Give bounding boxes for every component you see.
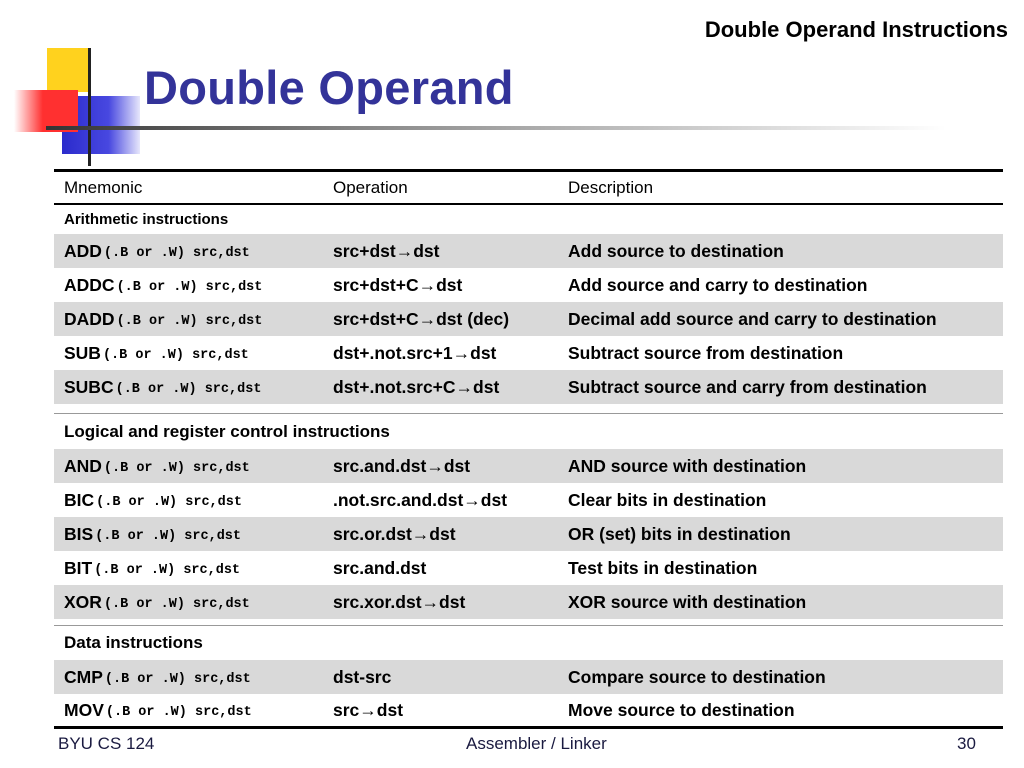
- section-label: Logical and register control instructions: [64, 422, 390, 441]
- table-row: [54, 268, 1003, 302]
- page-number: 30: [957, 734, 976, 753]
- mnemonic-cell: [64, 268, 262, 302]
- mnemonic-cell: [64, 302, 262, 336]
- table-header-row: [54, 173, 1003, 203]
- mnemonic: ADDC: [64, 274, 115, 295]
- description-cell: Move source to destination: [568, 699, 795, 720]
- mnemonic: BIC: [64, 489, 95, 510]
- decor-horizontal-line: [46, 126, 946, 130]
- mnemonic-cell: [64, 483, 242, 517]
- operation-cell: .not.src.and.dst→dst: [333, 489, 508, 510]
- mnemonic: MOV: [64, 699, 104, 720]
- operation-cell: src+dst→dst: [333, 240, 440, 261]
- operand-args: (.B or .W) src,dst: [103, 245, 250, 261]
- mnemonic: BIS: [64, 523, 94, 544]
- mnemonic-cell: [64, 517, 241, 551]
- table-top-rule: [54, 169, 1003, 172]
- description-cell: XOR source with destination: [568, 591, 807, 612]
- operand-args: (.B or .W) src,dst: [103, 596, 250, 612]
- operation-cell: src.and.dst→dst: [333, 455, 471, 476]
- section-row-data: [54, 626, 1003, 660]
- table-row: [54, 234, 1003, 268]
- table-row: [54, 302, 1003, 336]
- description-cell: Clear bits in destination: [568, 489, 767, 510]
- operation-cell: dst+.not.src+C→dst: [333, 376, 500, 397]
- section-divider: [54, 413, 1003, 414]
- table-row: [54, 483, 1003, 517]
- slide-title: Double Operand: [144, 61, 514, 114]
- table-row: [54, 660, 1003, 694]
- operation-cell: src+dst+C→dst (dec): [333, 308, 510, 329]
- operation-cell: src.and.dst: [333, 557, 427, 578]
- mnemonic-cell: [64, 336, 249, 370]
- operation-cell: dst+.not.src+1→dst: [333, 342, 497, 363]
- mnemonic: SUB: [64, 342, 101, 363]
- operand-args: (.B or .W) src,dst: [102, 347, 249, 363]
- operand-args: (.B or .W) src,dst: [103, 460, 250, 476]
- operand-args: (.B or .W) src,dst: [94, 562, 241, 578]
- slide-corner-title: Double Operand Instructions: [704, 17, 1008, 42]
- mnemonic-cell: [64, 234, 250, 268]
- header-description: Description: [568, 178, 654, 197]
- operation-cell: dst-src: [333, 666, 392, 687]
- table-row: [54, 694, 1003, 726]
- footer-course: BYU CS 124: [58, 734, 155, 753]
- description-cell: Decimal add source and carry to destination: [568, 308, 937, 329]
- operation-cell: src→dst: [333, 699, 404, 720]
- mnemonic: XOR: [64, 591, 102, 612]
- table-row: [54, 551, 1003, 585]
- mnemonic: BIT: [64, 557, 93, 578]
- mnemonic-cell: [64, 449, 250, 483]
- operand-args: (.B or .W) src,dst: [115, 381, 262, 397]
- mnemonic-cell: [64, 551, 240, 585]
- section-row-logical: [54, 415, 1003, 449]
- description-cell: AND source with destination: [568, 455, 807, 476]
- description-cell: Test bits in destination: [568, 557, 758, 578]
- table-bottom-rule: [54, 726, 1003, 729]
- description-cell: Subtract source from destination: [568, 342, 844, 363]
- header-mnemonic: Mnemonic: [64, 178, 143, 197]
- description-cell: Compare source to destination: [568, 666, 826, 687]
- table-row: [54, 336, 1003, 370]
- mnemonic-cell: [64, 585, 250, 619]
- table-row: [54, 517, 1003, 551]
- section-label: Arithmetic instructions: [64, 211, 229, 228]
- section-label: Data instructions: [64, 633, 203, 652]
- decor-vertical-line: [88, 48, 91, 166]
- table-row: [54, 370, 1003, 404]
- section-row-arithmetic: [54, 205, 1003, 234]
- description-cell: Add source and carry to destination: [568, 274, 868, 295]
- mnemonic-cell: [64, 660, 251, 694]
- footer-topic: Assembler / Linker: [466, 734, 607, 753]
- description-cell: Add source to destination: [568, 240, 784, 261]
- mnemonic-cell: [64, 694, 252, 726]
- operand-args: (.B or .W) src,dst: [95, 528, 242, 544]
- table-row: [54, 585, 1003, 619]
- table-row: [54, 449, 1003, 483]
- mnemonic: AND: [64, 455, 102, 476]
- operand-args: (.B or .W) src,dst: [116, 279, 263, 295]
- operation-cell: src.xor.dst→dst: [333, 591, 466, 612]
- operation-cell: src+dst+C→dst: [333, 274, 463, 295]
- header-operation: Operation: [333, 178, 408, 197]
- operation-cell: src.or.dst→dst: [333, 523, 456, 544]
- operand-args: (.B or .W) src,dst: [96, 494, 242, 510]
- operand-args: (.B or .W) src,dst: [105, 704, 252, 720]
- mnemonic: SUBC: [64, 376, 114, 397]
- description-cell: OR (set) bits in destination: [568, 523, 791, 544]
- decor-yellow-square: [47, 48, 89, 92]
- mnemonic-cell: [64, 370, 261, 404]
- description-cell: Subtract source and carry from destination: [568, 376, 927, 397]
- operand-args: (.B or .W) src,dst: [116, 313, 263, 329]
- operand-args: (.B or .W) src,dst: [104, 671, 251, 687]
- mnemonic: CMP: [64, 666, 103, 687]
- mnemonic: ADD: [64, 240, 102, 261]
- mnemonic: DADD: [64, 308, 115, 329]
